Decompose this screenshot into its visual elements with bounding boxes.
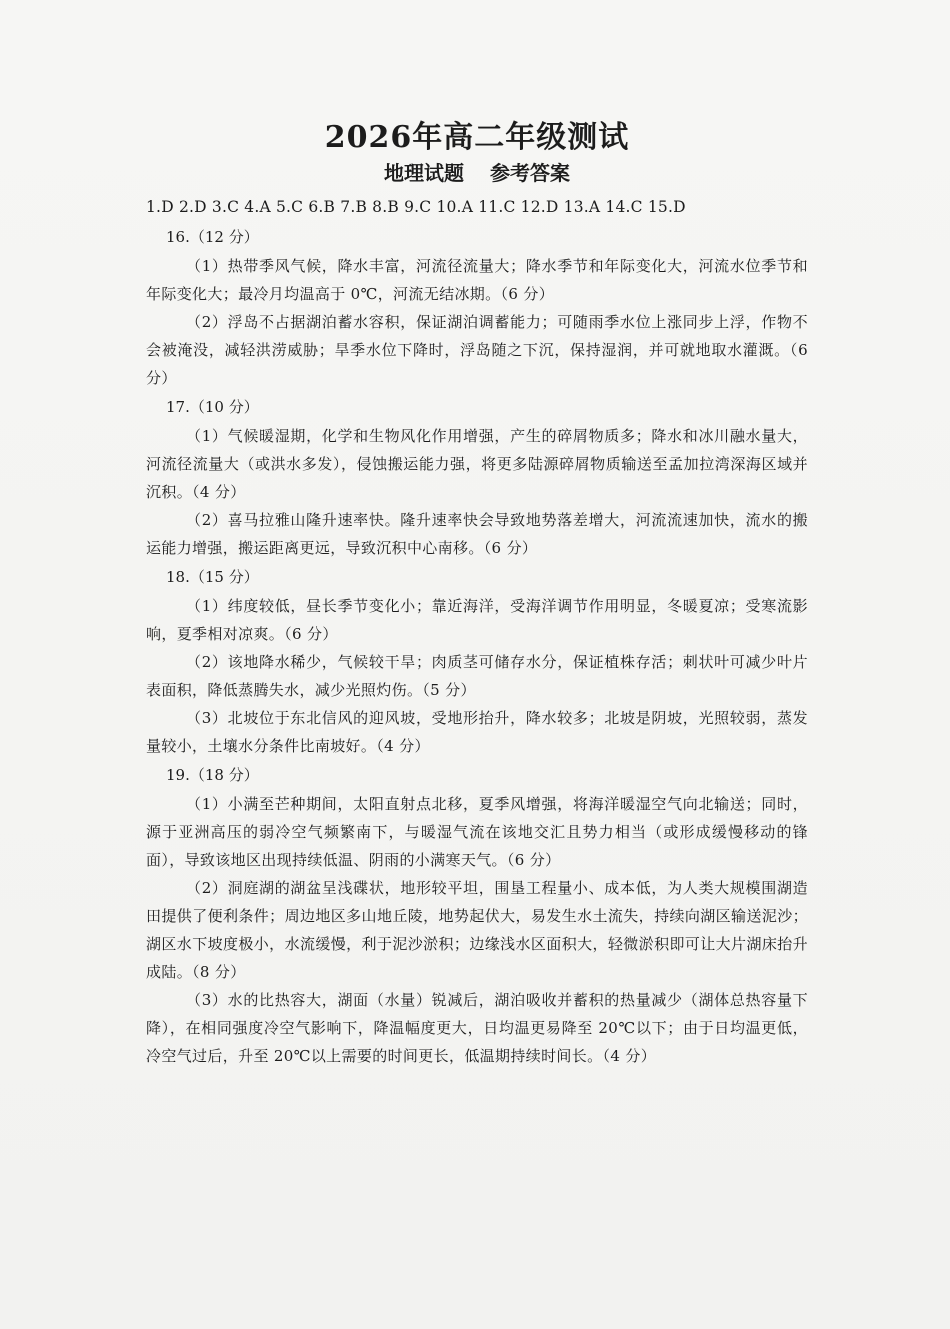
question-16 [146,222,808,392]
question-heading: 17.（10 分） [166,398,259,416]
question-heading: 16.（12 分） [166,228,259,246]
answer-paragraph: （2）浮岛不占据湖泊蓄水容积，保证湖泊调蓄能力；可随雨季水位上涨同步上浮，作物不会被淹没，减轻洪涝威胁；旱季水位下降时，浮岛随之下沉，保持湿润，并可就地取水灌溉。（6 分） [146,313,808,387]
page-subtitle [146,158,808,188]
question-17 [146,392,808,562]
answer-paragraph: （1）热带季风气候，降水丰富，河流径流量大；降水季节和年际变化大，河流水位季节和年际变化大；最冷月均温高于 0℃，河流无结冰期。（6 分） [146,257,808,303]
answer-paragraph: （2）洞庭湖的湖盆呈浅碟状，地形较平坦，围垦工程量小、成本低，为人类大规模围湖造田提供了便利条件；周边地区多山地丘陵，地势起伏大，易发生水土流失，持续向湖区输送泥沙；湖区水下坡度极小，水流缓慢，利于泥沙淤积；边缘浅水区面积大，轻微淤积即可让大片湖床抬升成陆。（8 分） [146,879,808,981]
answer-paragraph: （2）喜马拉雅山隆升速率快。隆升速率快会导致地势落差增大，河流流速加快，流水的搬运能力增强，搬运距离更远，导致沉积中心南移。（6 分） [146,511,808,557]
answer-paragraph: （1）气候暖湿期，化学和生物风化作用增强，产生的碎屑物质多；降水和冰川融水量大，河流径流量大（或洪水多发），侵蚀搬运能力强，将更多陆源碎屑物质输送至孟加拉湾深海区域并沉积。（4 分） [146,427,808,501]
answer-paragraph: （1）小满至芒种期间，太阳直射点北移，夏季风增强，将海洋暖湿空气向北输送；同时，源于亚洲高压的弱冷空气频繁南下，与暖湿气流在该地交汇且势力相当（或形成缓慢移动的锋面），导致该地区出现持续低温、阴雨的小满寒天气。（6 分） [146,795,808,869]
answer-paragraph: （3）水的比热容大，湖面（水量）锐减后，湖泊吸收并蓄积的热量减少（湖体总热容量下降），在相同强度冷空气影响下，降温幅度更大，日均温更易降至 20℃以下；由于日均温更低，冷空气过后，升至 20℃以上需要的时间更长，低温期持续时间长。（4 分） [146,991,808,1065]
answer-key-label: 参考答案 [490,161,570,185]
subject-label: 地理试题 [384,161,464,185]
question-heading: 18.（15 分） [166,568,259,586]
question-18 [146,562,808,760]
answer-paragraph: （2）该地降水稀少，气候较干旱；肉质茎可储存水分，保证植株存活；刺状叶可减少叶片表面积，降低蒸腾失水，减少光照灼伤。（5 分） [146,653,808,699]
multiple-choice-answers: 1.D 2.D 3.C 4.A 5.C 6.B 7.B 8.B 9.C 10.A 11.C 12.D 13.A 14.C 15.D [146,198,686,216]
question-heading: 19.（18 分） [166,766,259,784]
answer-paragraph: （1）纬度较低，昼长季节变化小；靠近海洋，受海洋调节作用明显，冬暖夏凉；受寒流影响，夏季相对凉爽。（6 分） [146,597,808,643]
question-19 [146,760,808,1070]
page-title: 2026年高二年级测试 [324,120,630,155]
answer-paragraph: （3）北坡位于东北信风的迎风坡，受地形抬升，降水较多；北坡是阴坡，光照较弱，蒸发量较小，土壤水分条件比南坡好。（4 分） [146,709,808,755]
